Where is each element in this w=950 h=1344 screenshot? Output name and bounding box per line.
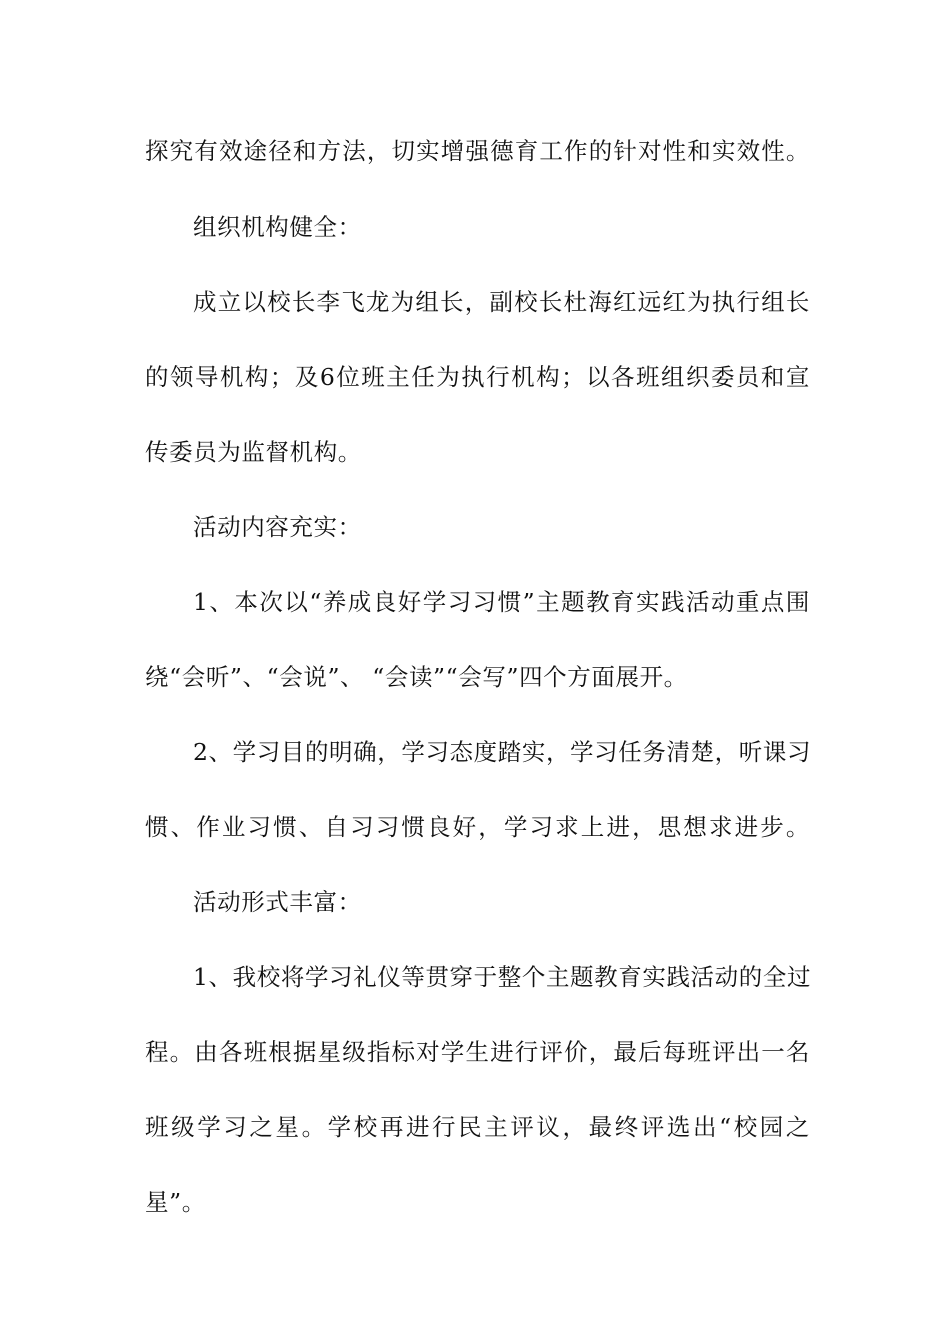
section-heading: 活动形式丰富： — [193, 888, 362, 916]
paragraph-line: 成立以校长李飞龙为组长，副校长杜海红远红为执行组长 — [193, 288, 810, 316]
paragraph-line: 1、本次以“养成良好学习习惯”主题教育实践活动重点围 — [193, 588, 810, 616]
paragraph-line: 1、我校将学习礼仪等贯穿于整个主题教育实践活动的全过 — [193, 963, 812, 991]
paragraph-line: 班级学习之星。学校再进行民主评议，最终评选出“校园之 — [145, 1113, 810, 1141]
paragraph-line: 程。由各班根据星级指标对学生进行评价，最后每班评出一名 — [145, 1038, 810, 1066]
paragraph-line: 绕“会听”、“会说”、 “会读”“会写”四个方面展开。 — [145, 663, 688, 691]
paragraph-line: 星”。 — [145, 1188, 206, 1216]
paragraph-line: 探究有效途径和方法，切实增强德育工作的针对性和实效性。 — [145, 137, 810, 165]
paragraph-line: 2、学习目的明确，学习态度踏实，学习任务清楚，听课习 — [193, 738, 812, 766]
section-heading: 活动内容充实： — [193, 513, 362, 541]
section-heading: 组织机构健全： — [193, 213, 362, 241]
paragraph-line: 的领导机构；及6位班主任为执行机构；以各班组织委员和宣 — [145, 363, 810, 391]
paragraph-line: 惯、作业习惯、自习习惯良好，学习求上进，思想求进步。 — [145, 813, 810, 841]
paragraph-line: 传委员为监督机构。 — [145, 438, 362, 466]
